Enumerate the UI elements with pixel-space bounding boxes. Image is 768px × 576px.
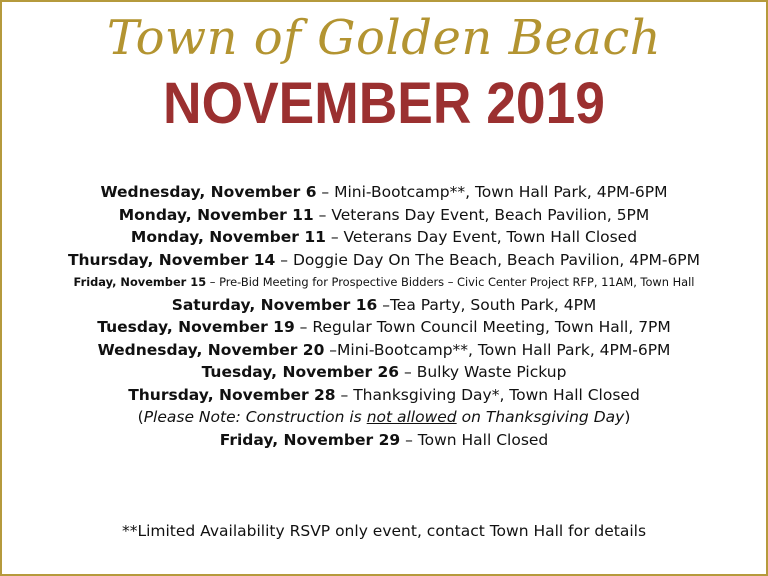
event-separator: –: [313, 205, 332, 224]
note-emphasis: not allowed: [366, 408, 457, 426]
event-line: [0, 316, 768, 339]
event-date: Monday, November 11: [118, 205, 314, 224]
event-separator: –: [294, 318, 313, 336]
event-date: Saturday, November 16: [171, 295, 378, 314]
event-date: Friday, November 29: [219, 430, 401, 449]
events-list: [0, 181, 768, 451]
event-separator: –: [316, 183, 335, 201]
event-detail: Veterans Day Event, Town Hall Closed: [343, 228, 638, 246]
event-separator: –: [325, 228, 344, 246]
note-text-after: on Thanksgiving Day: [456, 408, 625, 426]
footer-note: **Limited Availability RSVP only event, contact Town Hall for details: [121, 522, 647, 540]
event-separator: –: [206, 275, 220, 289]
event-detail: Town Hall Closed: [417, 430, 549, 449]
event-line: [0, 429, 768, 452]
month-title: NOVEMBER 2019: [163, 71, 605, 136]
event-date: Wednesday, November 20: [97, 340, 325, 359]
event-date: Thursday, November 14: [67, 250, 276, 269]
event-separator: –: [275, 250, 293, 269]
event-detail: Bulky Waste Pickup: [416, 363, 567, 381]
event-separator: –: [399, 363, 417, 381]
event-detail: Thanksgiving Day*, Town Hall Closed: [353, 385, 640, 404]
event-separator: –: [324, 340, 338, 359]
event-separator: –: [377, 295, 390, 314]
note-open-paren: (: [137, 408, 144, 426]
event-line: [0, 361, 768, 384]
event-line: [0, 249, 768, 272]
event-line: [0, 271, 768, 294]
event-line: [0, 339, 768, 362]
note-close-paren: ): [624, 408, 631, 426]
event-date: Friday, November 15: [73, 275, 207, 289]
event-date: Tuesday, November 19: [97, 318, 295, 336]
event-line: [0, 294, 768, 317]
event-detail: Mini-Bootcamp**, Town Hall Park, 4PM-6PM: [337, 340, 671, 359]
event-detail: Doggie Day On The Beach, Beach Pavilion, 4PM-6PM: [292, 250, 701, 269]
event-detail: Mini-Bootcamp**, Town Hall Park, 4PM-6PM: [334, 183, 668, 201]
event-date: Monday, November 11: [130, 228, 326, 246]
event-date: Wednesday, November 6: [100, 183, 317, 201]
event-separator: –: [335, 385, 354, 404]
event-detail: Regular Town Council Meeting, Town Hall, 7PM: [312, 318, 671, 336]
note-text-before: Please Note: Construction is: [143, 408, 367, 426]
event-detail: Tea Party, South Park, 4PM: [389, 295, 597, 314]
event-detail: Veterans Day Event, Beach Pavilion, 5PM: [331, 205, 650, 224]
town-title: Town of Golden Beach: [106, 10, 662, 66]
event-line: [0, 226, 768, 249]
thanksgiving-note: [0, 406, 768, 429]
event-date: Tuesday, November 26: [201, 363, 400, 381]
event-line: [0, 181, 768, 204]
event-date: Thursday, November 28: [128, 385, 336, 404]
event-line: [0, 204, 768, 227]
event-line: [0, 384, 768, 407]
event-separator: –: [400, 430, 418, 449]
event-detail: Pre-Bid Meeting for Prospective Bidders – Civic Center Project RFP, 11AM, Town Hall: [219, 275, 695, 289]
